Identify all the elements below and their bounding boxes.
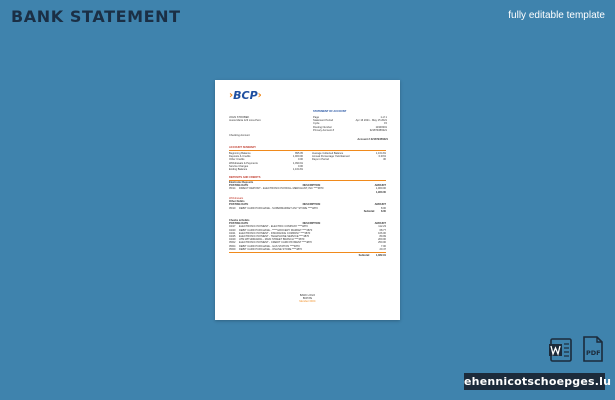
withdrawals-title: Withdrawals xyxy=(229,197,244,200)
brand-badge: ehennicotschoepges.lu xyxy=(464,375,612,388)
row-date: 05/09 xyxy=(229,247,236,251)
row-date: 04/20 xyxy=(229,228,236,232)
statement-meta xyxy=(313,116,387,132)
meta-label: Page xyxy=(313,116,320,119)
statement-title: STATEMENT OF ACCOUNT xyxy=(313,110,347,113)
deposits-label: Electronic Deposits xyxy=(229,181,254,184)
checks-title: Checks & Debits xyxy=(229,219,250,222)
row-description: ELECTRONIC PAYMENT - INSURANCE COMPANY ****4870 xyxy=(239,231,311,235)
logo-chevron-icon: › xyxy=(229,89,234,101)
header-description: DESCRIPTION xyxy=(302,184,321,188)
address-line: Jesús María 123 Lima Perú xyxy=(229,119,261,123)
meta-value: 11900301 xyxy=(375,125,387,129)
statement-document xyxy=(215,80,400,320)
row-amount: 68.77 xyxy=(379,228,386,232)
summary-row xyxy=(312,158,386,161)
meta-label: Cycle xyxy=(313,122,320,126)
account-summary xyxy=(229,152,386,171)
summary-left xyxy=(229,152,303,171)
address-line: JOHN STROBEK xyxy=(229,116,250,119)
row-date: 04/21 xyxy=(229,231,236,235)
table-row xyxy=(229,207,386,210)
summary-label: Average Collected Balance xyxy=(312,152,344,155)
row-amount: 7.00 xyxy=(380,244,386,248)
row-date: 04/29 xyxy=(229,238,236,242)
pdf-icon xyxy=(582,336,604,362)
subtotal-label: Subtotal: xyxy=(363,209,375,213)
row-description: DEBIT CARD PURCHASE - ONLINE STORE ****4870 xyxy=(239,247,302,251)
summary-section-title: ACCOUNT SUMMARY xyxy=(229,146,386,151)
summary-value: 0.00 xyxy=(297,164,303,168)
row-description: DEBIT CARD PURCHASE - GAS STATION ****4870 xyxy=(239,244,300,248)
summary-label: Service Charges xyxy=(229,164,249,168)
page-subtitle: fully editable template xyxy=(508,10,605,21)
header-description: DESCRIPTION xyxy=(302,222,321,226)
withdrawals-subtitle: Other Debits xyxy=(229,200,245,204)
meta-value: 1 of 1 xyxy=(380,116,387,119)
table-row xyxy=(229,248,386,251)
logo-text: BCP xyxy=(233,89,258,102)
row-description: DIRECT DEPOSIT - ELECTRONIC PAYROLL MERCHANT, INC ****4870 xyxy=(239,187,324,191)
meta-value: 15 xyxy=(384,122,387,126)
row-description: ELECTRONIC PAYMENT - CREDIT CARD PAYMENT ****4870 xyxy=(239,241,312,245)
deposits-list xyxy=(229,181,386,194)
summary-value: 1,090.91 xyxy=(292,161,303,165)
summary-value: 0.00% xyxy=(378,155,386,159)
row-amount: 112.23 xyxy=(378,225,386,229)
page-title: BANK STATEMENT xyxy=(11,7,181,26)
meta-value: Apr 16 2021 - May 15 2021 xyxy=(355,119,387,123)
meta-row xyxy=(313,129,387,132)
checks-total-row xyxy=(229,254,386,257)
row-date: 05/02 xyxy=(229,241,236,245)
customer-address xyxy=(229,116,289,122)
withdrawals-subtotal-row xyxy=(229,210,386,213)
row-description: ATM WITHDRAWAL - MAIN STREET BRANCH ****4870 xyxy=(239,238,305,242)
withdrawals-list xyxy=(229,197,386,213)
summary-label: Deposits & Credits xyxy=(229,155,251,159)
row-date: 04/25 xyxy=(229,235,236,239)
row-amount: 1,960.00 xyxy=(375,187,386,191)
summary-label: Withdrawals & Payments xyxy=(229,161,258,165)
row-description: DEBIT CARD PURCHASE - SUPERMARKET ANY STORE ****4870 xyxy=(239,206,318,210)
row-date: 05/04 xyxy=(229,244,236,248)
summary-label: Annual Percentage Yield Earned xyxy=(312,155,350,159)
row-amount: 166.00 xyxy=(378,231,386,235)
footer-line: Member FDIC xyxy=(299,300,316,304)
word-icon xyxy=(549,338,573,362)
summary-right xyxy=(312,152,386,171)
row-amount: 250.00 xyxy=(378,241,386,245)
summary-value: 1,164.81 xyxy=(375,152,386,155)
meta-label: Routing Number xyxy=(313,125,332,129)
table-row xyxy=(229,187,386,190)
row-date: 04/17 xyxy=(229,225,236,229)
summary-row xyxy=(229,168,303,171)
summary-label: Days in Period xyxy=(312,158,329,162)
checks-list xyxy=(229,219,386,257)
summary-label: Other Credits xyxy=(229,158,245,162)
meta-label: Statement Period xyxy=(313,119,334,123)
subtotal-label: Subtotal: xyxy=(358,254,370,258)
divider xyxy=(229,252,386,253)
header-date: POSTING DATE xyxy=(229,184,249,188)
row-amount: 89.99 xyxy=(379,235,386,239)
row-amount: 200.00 xyxy=(378,238,386,242)
pdf-icon-label: PDF xyxy=(586,349,601,357)
logo-chevron-icon: › xyxy=(257,89,262,101)
summary-value: 1,960.00 xyxy=(292,155,303,159)
row-amount: 20.47 xyxy=(379,247,386,251)
row-description: ELECTRONIC PAYMENT - ELECTRIC COMPANY ****4870 xyxy=(239,225,308,229)
summary-value: 0.00 xyxy=(297,158,303,162)
meta-label: Primary Account # xyxy=(313,128,335,132)
header-amount: AMOUNT xyxy=(374,203,386,207)
row-amount: 8.00 xyxy=(380,206,386,210)
account-type: Checking Account xyxy=(229,134,250,137)
footer-line: BANK LOGO xyxy=(299,294,316,297)
row-date: 05/14 xyxy=(229,187,236,191)
bank-logo xyxy=(229,90,262,101)
deposits-section-title: DEPOSITS AND CREDITS xyxy=(229,176,386,181)
summary-label: Ending Balance xyxy=(229,168,248,172)
subtotal-value: 1,082.91 xyxy=(375,254,386,258)
row-description: DEBIT CARD PURCHASE - *****GROCERY MARKET ****4870 xyxy=(239,228,313,232)
header-date: POSTING DATE xyxy=(229,222,249,226)
header-date: POSTING DATE xyxy=(229,203,249,207)
row-description: ELECTRONIC PAYMENT - TELEPHONE SERVICE ****4870 xyxy=(239,235,310,239)
document-footer xyxy=(215,294,400,304)
header-amount: AMOUNT xyxy=(374,184,386,188)
summary-label: Beginning Balance xyxy=(229,152,251,155)
row-date: 05/10 xyxy=(229,206,236,210)
header-description: DESCRIPTION xyxy=(302,203,321,207)
summary-value: 30 xyxy=(383,158,386,162)
summary-value: 1,164.81 xyxy=(292,168,303,172)
deposits-total-row xyxy=(229,191,386,194)
summary-value: 895.05 xyxy=(295,152,303,155)
meta-value: 321879456321 xyxy=(369,128,387,132)
deposits-total: 1,960.00 xyxy=(375,190,386,194)
footer-line: BCP.PE xyxy=(302,297,313,301)
header-amount: AMOUNT xyxy=(374,222,386,226)
account-number: Account # 321879456321 xyxy=(357,138,388,141)
subtotal-value: 8.00 xyxy=(380,209,386,213)
